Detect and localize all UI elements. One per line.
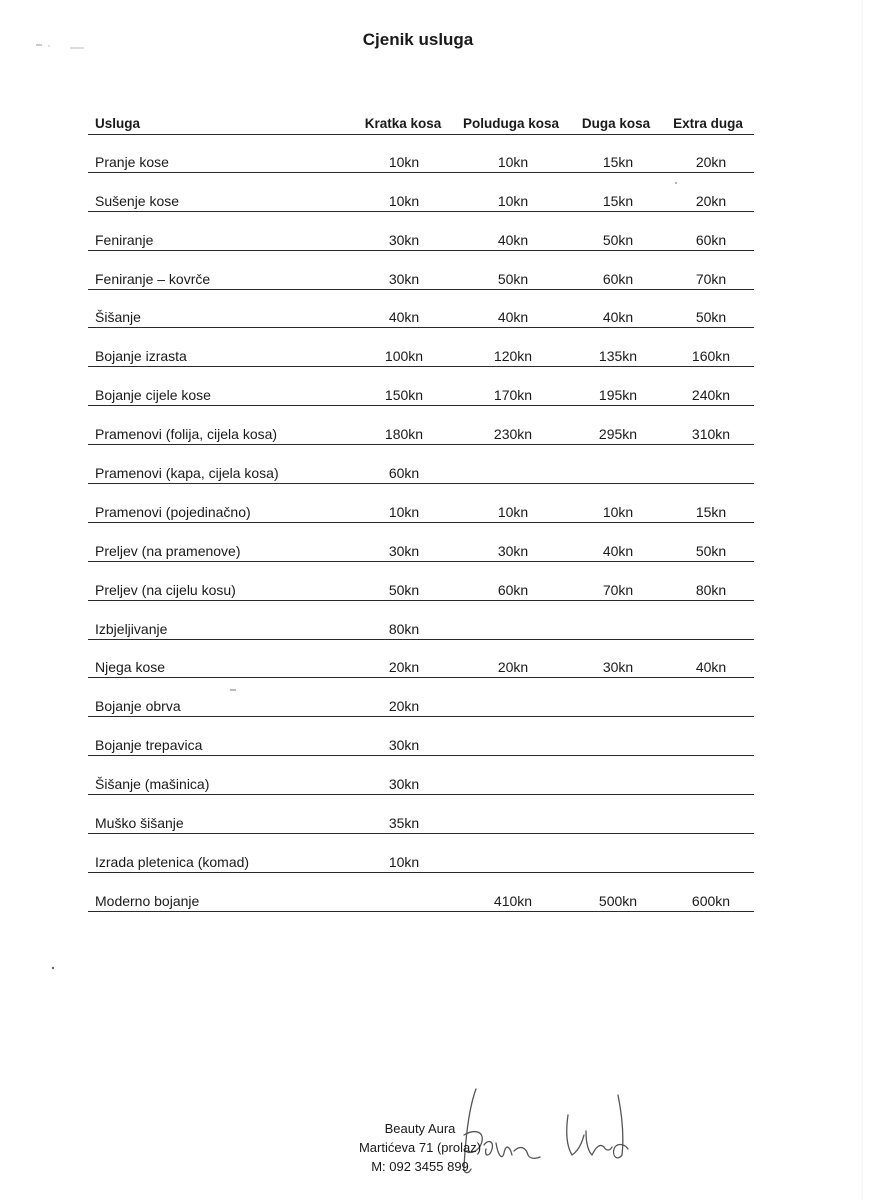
price-short: 35kn — [388, 815, 420, 832]
service-name: Preljev (na pramenove) — [95, 542, 241, 559]
price-medium: 40kn — [497, 309, 529, 326]
service-name: Šišanje — [95, 309, 141, 326]
price-medium: 170kn — [493, 387, 533, 404]
price-long: 195kn — [598, 387, 638, 404]
price-short: 20kn — [388, 659, 420, 676]
price-extra: 60kn — [695, 231, 727, 248]
footer-contact — [340, 1119, 500, 1176]
service-name: Preljev (na cijelu kosu) — [95, 581, 236, 598]
service-name: Bojanje cijele kose — [95, 387, 211, 404]
table-header — [88, 114, 754, 135]
service-name: Moderno bojanje — [95, 892, 200, 909]
business-address: Martićeva 71 (prolaz) — [358, 1140, 482, 1155]
table-row — [88, 678, 754, 717]
table-row — [88, 523, 754, 562]
service-name: Bojanje obrva — [95, 698, 181, 715]
price-medium: 60kn — [497, 581, 529, 598]
table-row — [88, 562, 754, 601]
price-short: 30kn — [388, 776, 420, 793]
table-row — [88, 601, 754, 640]
service-name: Pramenovi (kapa, cijela kosa) — [95, 465, 279, 482]
service-name: Šišanje (mašinica) — [95, 776, 210, 793]
table-row — [88, 756, 754, 795]
header-long: Duga kosa — [581, 116, 651, 131]
price-long: 295kn — [598, 426, 638, 443]
table-row — [88, 134, 754, 173]
service-name: Bojanje izrasta — [95, 348, 187, 365]
price-short: 30kn — [388, 231, 420, 248]
price-extra: 15kn — [695, 503, 727, 520]
price-extra: 240kn — [691, 387, 731, 404]
table-row — [88, 834, 754, 873]
price-short: 30kn — [388, 737, 420, 754]
table-row — [88, 212, 754, 251]
price-short: 20kn — [388, 698, 420, 715]
price-long: 30kn — [602, 659, 634, 676]
header-service: Usluga — [95, 116, 141, 131]
price-short: 60kn — [388, 465, 420, 482]
price-short: 50kn — [388, 581, 420, 598]
price-extra: 50kn — [695, 309, 727, 326]
price-short: 80kn — [388, 620, 420, 637]
price-extra: 80kn — [695, 581, 727, 598]
table-row — [88, 484, 754, 523]
price-long: 15kn — [602, 153, 634, 170]
service-name: Izbjeljivanje — [95, 620, 168, 637]
business-name: Beauty Aura — [384, 1121, 456, 1136]
table-row — [88, 328, 754, 367]
table-row — [88, 795, 754, 834]
price-medium: 410kn — [493, 892, 533, 909]
price-short: 180kn — [384, 426, 424, 443]
price-short: 30kn — [388, 542, 420, 559]
price-extra: 20kn — [695, 153, 727, 170]
table-row — [88, 251, 754, 290]
table-row — [88, 640, 754, 679]
price-extra: 40kn — [695, 659, 727, 676]
price-short: 40kn — [388, 309, 420, 326]
price-medium: 50kn — [497, 270, 529, 287]
price-extra: 50kn — [695, 542, 727, 559]
price-medium: 20kn — [497, 659, 529, 676]
price-table — [88, 134, 754, 912]
price-long: 10kn — [602, 503, 634, 520]
price-extra: 600kn — [691, 892, 731, 909]
table-row — [88, 717, 754, 756]
service-name: Sušenje kose — [95, 192, 180, 209]
price-short: 10kn — [388, 853, 420, 870]
price-medium: 40kn — [497, 231, 529, 248]
price-extra: 160kn — [691, 348, 731, 365]
service-name: Njega kose — [95, 659, 166, 676]
header-short: Kratka kosa — [364, 116, 442, 131]
price-short: 30kn — [388, 270, 420, 287]
price-medium: 10kn — [497, 153, 529, 170]
service-name: Muško šišanje — [95, 815, 184, 832]
price-long: 40kn — [602, 309, 634, 326]
price-short: 100kn — [384, 348, 424, 365]
price-long: 40kn — [602, 542, 634, 559]
table-row — [88, 445, 754, 484]
price-long: 500kn — [598, 892, 638, 909]
table-row — [88, 406, 754, 445]
price-long: 135kn — [598, 348, 638, 365]
price-short: 10kn — [388, 153, 420, 170]
price-extra: 20kn — [695, 192, 727, 209]
price-medium: 10kn — [497, 192, 529, 209]
price-medium: 230kn — [493, 426, 533, 443]
price-long: 50kn — [602, 231, 634, 248]
service-name: Feniranje – kovrče — [95, 270, 211, 287]
price-medium: 10kn — [497, 503, 529, 520]
service-name: Feniranje — [95, 231, 154, 248]
price-short: 10kn — [388, 192, 420, 209]
price-medium: 120kn — [493, 348, 533, 365]
price-short: 150kn — [384, 387, 424, 404]
price-long: 15kn — [602, 192, 634, 209]
business-phone: M: 092 3455 899 — [371, 1159, 469, 1174]
price-extra: 310kn — [691, 426, 731, 443]
table-row — [88, 173, 754, 212]
price-long: 60kn — [602, 270, 634, 287]
page-title: Cjenik usluga — [362, 30, 474, 49]
price-long: 70kn — [602, 581, 634, 598]
table-row — [88, 873, 754, 912]
table-row — [88, 290, 754, 329]
service-name: Izrada pletenica (komad) — [95, 853, 250, 870]
service-name: Pramenovi (folija, cijela kosa) — [95, 426, 278, 443]
service-name: Pranje kose — [95, 153, 169, 170]
header-extra: Extra duga — [673, 116, 743, 131]
service-name: Pramenovi (pojedinačno) — [95, 503, 251, 520]
price-short: 10kn — [388, 503, 420, 520]
price-medium: 30kn — [497, 542, 529, 559]
table-row — [88, 367, 754, 406]
price-extra: 70kn — [695, 270, 727, 287]
service-name: Bojanje trepavica — [95, 737, 203, 754]
header-medium: Poluduga kosa — [462, 116, 560, 131]
